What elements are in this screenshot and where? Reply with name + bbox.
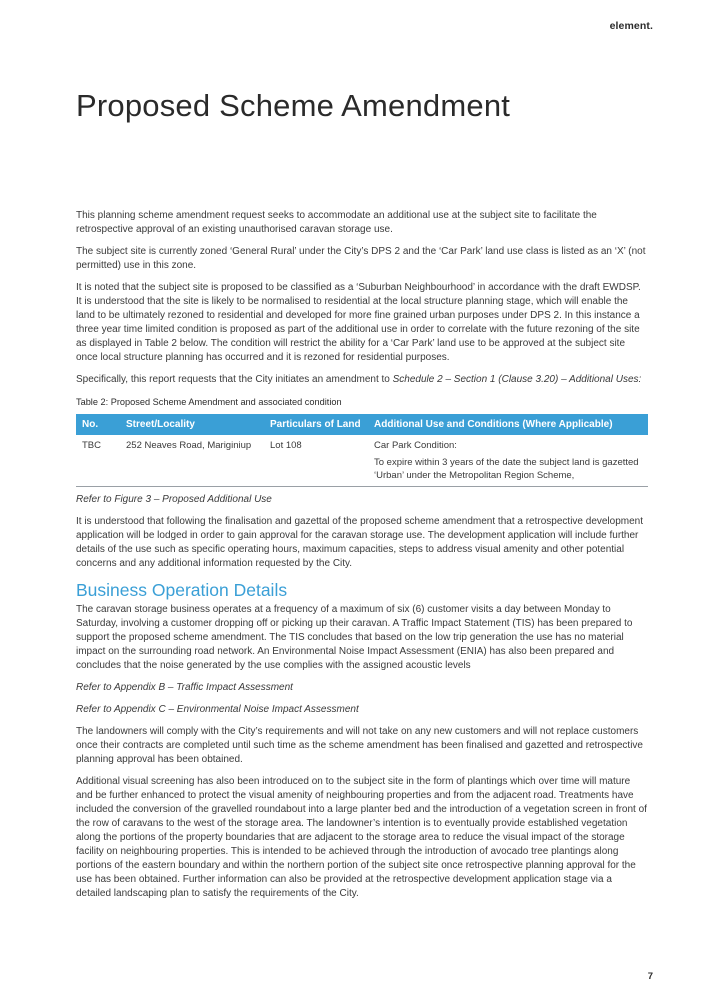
intro-paragraph-2: The subject site is currently zoned ‘General Rural’ under the City’s DPS 2 and the ‘Car Park’ land use class is listed as an ‘X’ (not permitted) use in this zone. — [76, 246, 646, 271]
page-title: Proposed Scheme Amendment — [76, 88, 511, 123]
section-heading: Business Operation Details — [76, 580, 288, 600]
intro-paragraph-1: This planning scheme amendment request seeks to accommodate an additional use at the subject site to facilitate the retrospective approval of an existing unauthorised caravan storage use. — [76, 210, 597, 235]
cell-street: 252 Neaves Road, Mariginiup — [126, 440, 252, 451]
appendix-c-reference: Refer to Appendix C – Environmental Noise Impact Assessment — [76, 704, 359, 715]
amendment-table — [76, 414, 648, 487]
schedule-reference: Schedule 2 – Section 1 (Clause 3.20) – Additional Uses: — [392, 374, 642, 385]
col-header-use: Additional Use and Conditions (Where Applicable) — [368, 414, 648, 435]
figure-reference: Refer to Figure 3 – Proposed Additional Use — [76, 494, 272, 505]
appendix-b-reference: Refer to Appendix B – Traffic Impact Assessment — [76, 682, 293, 693]
cell-land: Lot 108 — [270, 440, 302, 451]
table-row — [76, 435, 648, 456]
element-logo: element. — [609, 20, 653, 32]
intro-paragraph-3: It is noted that the subject site is proposed to be classified as a ‘Suburban Neighbourhood’ in accordance with the draft EWDSP. It is understood that the site is likely to be normalised to residential at the local structure planning stage, which will enable the land to be ultimately rezoned to residential and developed for more fine grained urban purposes under DPS 2. In this instance a three year time limited condition is proposed as part of the additional use in order to correlate with the future rezoning of the site as displayed in Table 2 below. The condition will restrict the ability for a ‘Car Park’ land use to be approved at the subject site once local structure planning has occurred and it is rezoned for residential purposes. — [76, 282, 641, 363]
table-row — [76, 456, 648, 487]
col-header-land: Particulars of Land — [264, 414, 368, 435]
followup-paragraph: It is understood that following the finalisation and gazettal of the proposed scheme amendment that a retrospective development application will be lodged in order to gain approval for the caravan storage use. The development application will include further details of the use such as specific operating hours, maximum capacities, steps to address visual amenity and other potential concerns and any additional information requested by the City. — [76, 516, 644, 569]
page-number: 7 — [647, 971, 653, 982]
col-header-street: Street/Locality — [120, 414, 264, 435]
cell-use-title: Car Park Condition: — [374, 440, 457, 451]
business-paragraph-1: The caravan storage business operates at a frequency of a maximum of six (6) customer visits a day between Monday to Saturday, involving a customer dropping off or picking up their caravan. A Traffic Impact Statement (TIS) has been prepared to support the proposed scheme amendment. The TIS concludes that based on the low trip generation the use has no material impact on the surrounding road network. An Environmental Noise Impact Assessment (ENIA) has also been prepared and concludes that the noise generated by the use complies with the assigned acoustic levels — [76, 604, 633, 671]
col-header-no: No. — [76, 414, 120, 435]
business-paragraph-2: The landowners will comply with the City’s requirements and will not take on any new customers and will not replace customers once their contracts are completed until such time as the scheme amendment has been finalised and gazetted and retrospective planning approval has been obtained. — [76, 726, 643, 765]
business-paragraph-3: Additional visual screening has also been introduced on to the subject site in the form of plantings which over time will mature and be further enhanced to protect the visual amenity of neighbouring properties and from the adjacent road. Treatments have included the conversion of the gravelled roundabout into a large planter bed and the introduction of a vegetation screen in front of the row of caravans to the west of the storage area. The landowner’s intention is to eventually provide established vegetation along the portions of the property boundaries that are adjacent to the storage area to reduce the visual impact of the storage facility on neighbouring properties. This is intended to be achieved through the introduction of avocado tree plantings along portions of the eastern boundary and within the northern portion of the subject site once retrospective planning approval for the use has been obtained. Further information can also be provided at the retrospective development application stage via a detailed landscaping plan to satisfy the requirements of the City. — [76, 776, 647, 899]
document-body — [76, 209, 648, 909]
request-paragraph: Specifically, this report requests that the City initiates an amendment to Schedule 2 – Section 1 (Clause 3.20) – Additional Uses: — [76, 374, 642, 385]
table-caption: Table 2: Proposed Scheme Amendment and associated condition — [76, 397, 342, 407]
cell-no: TBC — [82, 440, 101, 451]
cell-use-condition: To expire within 3 years of the date the subject land is gazetted ‘Urban’ under the Metropolitan Region Scheme, — [368, 456, 648, 487]
